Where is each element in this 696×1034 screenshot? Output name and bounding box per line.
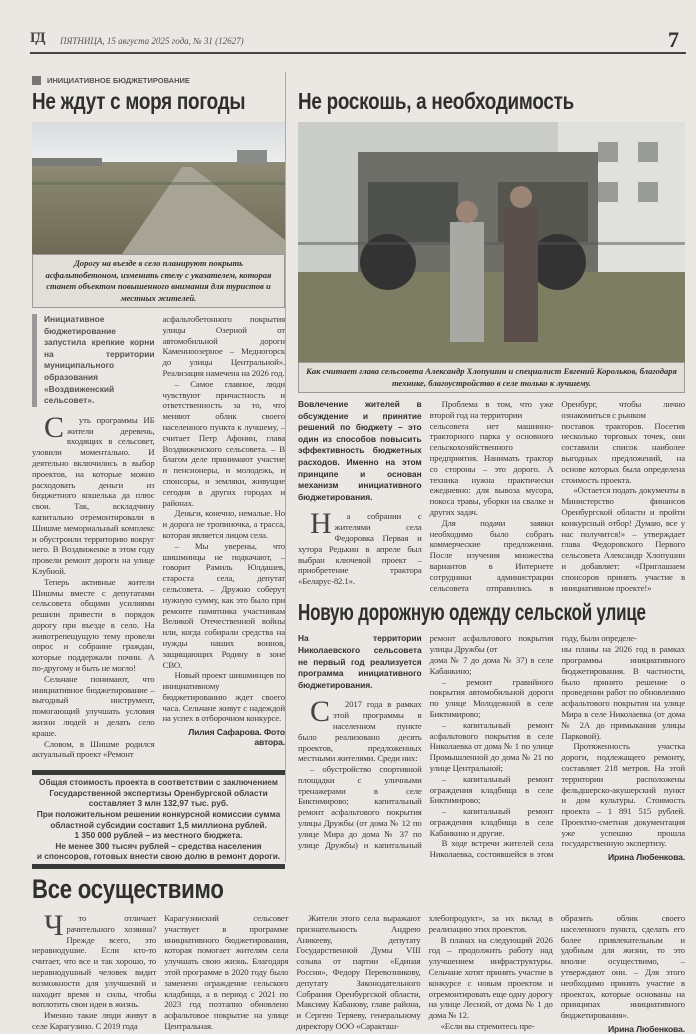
project-cost-infobox — [32, 770, 285, 869]
paragraph: – обустройство спортивной площадки с уличными тренажерами в селе Биктимирово; капитальный ремонт асфальтового покрытия улицы Дружбы (от дома № 12 по улице Мира до дома № 37 по улице Дружбы) и капитальный ремонт асфальтового покрытия улицы Дружбы (от — [298, 633, 554, 850]
paragraph: сельсовета нет машинно-тракторного парка у основного сельскохозяйственного предприятия. Нанимать трактор со стороны – это дорого. А техника нужна практически ежедневно: для вывоза мусора, покоса травы, уборки на свалке и других задач. — [429, 420, 554, 517]
paragraph: асфальтобетонного покрытия улицы Озерной от автомобильной дороги Каменноозерное – Медногорск до улицы Центральной». Реализация намечена на 2026 год. — [162, 314, 285, 378]
article3-column-3 — [561, 644, 685, 849]
paragraph: Словом, в Шишме родился актуальный проект «Ремонт — [32, 738, 155, 760]
article2-column-3 — [561, 421, 685, 594]
page-number: 7 — [668, 27, 679, 52]
paragraph: Сельчане понимают, что инициативное бюджетирование – выгодный инструмент, помогающий улучшать условия жизни людей и делать село краше. — [32, 673, 155, 738]
infobox-line: Общая стоимость проекта в соответствии с заключением — [39, 777, 278, 788]
article4-title: Все осуществимо — [32, 874, 224, 904]
infobox-line: и спонсоров, готовых внести свою долю в ремонт дороги. — [36, 851, 281, 862]
article4-body — [32, 909, 685, 1034]
top-region — [32, 72, 685, 909]
paragraph: Деньги, конечно, немалые. Но и дорога не тропиночка, а трасса, которая является лицом села. — [162, 508, 285, 540]
section-rubric — [32, 72, 285, 88]
paragraph: «Остается подать документы в Министерство финансов Оренбургской области и пройти конкурсный отбор! Думаю, все у нас получится!» – утверждает глава Федоровского Первого сельсовета Александр Хлопушин и добавляет: «Приглашаем спонсоров принять участие в инициативном проекте!» — [561, 485, 685, 593]
article2-photo-caption: Как считает глава сельсовета Александр Хлопушин и специалист Евгений Корольков, благодаря технике, благоустройство в селе только к лучшему. — [298, 362, 685, 393]
paragraph: Теперь активные жители Шишмы вместе с депутатами сельсовета общими усилиями решили привести в порядок дорогу при въезде в село. На животрепещущую тему провели опрос и собрание граждан, которые поддержали почин. А по-другому и быть не могло! — [32, 576, 155, 674]
paragraph: В планах на следующий 2026 год – продолжить работу над улучшением инфраструктуры. Сельчане хотят принять участие в конкурсе с новым проектом и отремонтировать еще одну дорогу на улице Лесной, от дома № 1 до дома № 12. — [428, 934, 553, 1021]
paragraph: «Если вы стремитесь пре- — [440, 1020, 535, 1031]
paragraph: В ходе встречи жителей села Николаевка, состоявшейся в этом году, были определе- — [429, 633, 637, 860]
paragraph: – Самое главное, люди чувствуют причастность и ответственность за то, что меняют облик своего населенного пункта к лучшему, – считает Петр Афонин, глава Воздвиженского сельсовета. – В благом деле принимают участие и пенсионеры, и молодежь, и спонсоры, и земляки, живущие сегодня в других городах и районах. — [162, 378, 285, 508]
infobox-line: Не менее 300 тысяч рублей – средства населения — [55, 840, 262, 851]
infobox-line: областной субсидии составит 1,5 миллиона рублей. — [50, 819, 267, 830]
infobox-line: составляет 3 млн 132,97 тыс. руб. — [88, 798, 229, 809]
article1-title: Не ждут с моря погоды — [32, 88, 246, 114]
article1-column-2 — [163, 314, 286, 724]
header-rule — [30, 52, 686, 54]
paragraph: Жители этого села выражают признательность Андрею Аникееву, депутату Государственной Думы VIII созыва от партии «Единая Россия», Федору Перевозникову, депутату Законодательного Собрания Оренбургской области, Максиму Кабанову, главе района, и Сергею Теряеву, генеральному директору ООО «Саракташ- — [296, 913, 421, 1031]
newspaper-logo: ГД — [30, 30, 43, 46]
article1-photo — [32, 122, 285, 254]
article4-column-1 — [32, 909, 157, 1032]
paragraph: – капитальный ремонт ограждения кладбища в селе Биктимирово; — [429, 773, 554, 806]
paragraph: поставок тракторов. Посетив несколько торговых точек, они составили список наиболее выгодных предложений, на основе которых была определена стоимость проекта. — [561, 420, 685, 485]
right-column-region — [285, 72, 685, 862]
paragraph: – капитальный ремонт ограждения кладбища в селе Кабанкино и другие. — [429, 806, 554, 838]
article1-lead: Инициативное бюджетирование запустила крепкие корни на территории муниципального образования «Воздвиженский сельсовет». — [32, 314, 155, 407]
infobox-line: Государственной экспертизы Оренбургской области — [49, 787, 268, 798]
rubric-square-icon — [32, 76, 41, 85]
article3-body — [298, 633, 685, 862]
article3-title: Новую дорожную одежду сельской улице — [298, 599, 646, 626]
article1-column-1 — [32, 410, 155, 761]
paragraph: ны планы на 2026 год в рамках программы инициативного бюджетирования. В частности, было принято решение о проведении работ по обновлению асфальтового покрытия на улице Мира в селе Николаевка (от дома № 2А до примыкания улицы Парковой). — [561, 644, 685, 741]
paragraph: образить облик своего населенного пункта, сделать его более привлекательным и удобным для жизни, то это вполне осуществимо, – утверждают они. – Для этого необходимо принять участие в проектах, которые основаны на принципах инициативного бюджетирования». — [560, 913, 685, 1021]
paragraph: дома № 7 до дома № 37) в селе Кабанкино; — [429, 654, 554, 676]
article1-photo-caption: Дорогу на въезде в село планируют покрыть асфальтобетоном, изменить стелу с указателем, которая станет объектом повышенного внимания для туристов и местных жителей. — [32, 254, 285, 308]
paragraph: – ремонт гравийного покрытия автомобильной дороги по улице Молодежной в селе Биктимирово; — [429, 676, 554, 719]
rubric-label: ИНИЦИАТИВНОЕ БЮДЖЕТИРОВАНИЕ — [47, 75, 190, 85]
article4-column-2 — [164, 913, 288, 1032]
paragraph: Для подачи заявки необходимо было собрать коммерческие предложения. После изучения множества вариантов в Интернете сотрудники администрации сельсовета отправились в Оренбург, чтобы лично ознакомиться с рынком — [429, 399, 685, 593]
article2-title: Не роскошь, а необходимость — [298, 88, 574, 114]
article4-column-3 — [296, 913, 420, 1032]
infobox-line: 1 350 000 рублей – из местного бюджета. — [74, 830, 243, 841]
article1-body — [32, 314, 285, 760]
paragraph: хлебопродукт», за их вклад в реализацию этих проектов. — [428, 913, 553, 934]
article3-lead: На территории Николаевского сельсовета не первый год реализуется программа инициативного бюджетирования. — [298, 633, 422, 690]
left-column-region — [32, 72, 285, 909]
rubric-spacer — [298, 72, 685, 88]
article4-signature: Ирина Любенкова. — [607, 1023, 685, 1034]
paragraph: Протяженность участка дороги, подлежащего ремонту, составляет 218 метров. На этой территории расположены фельдшерско-акушерский пункт и дом культуры. Стоимость проекта – 1 891 515 рублей. Проектно-сметная документация уже успешно прошла государственную экспертизу. — [561, 741, 685, 849]
paragraph: На собрании с жителями села Федоровка Первая и хутора Редькин в апреле был выбран ключевой проект – приобретение трактора «Беларус-82.1». — [298, 507, 422, 587]
paragraph: Что отличает рачительного хозяина? Прежде всего, это неравнодушие. Если кто-то считает, что все и так хорошо, то неравнодушный человек видит возможности для улучшений и находит время и силы, чтобы воплотить свои идеи в жизнь. — [32, 909, 157, 1010]
issue-date: ПЯТНИЦА, 15 августа 2025 года, № 31 (12627) — [60, 36, 244, 46]
paragraph: Именно такие люди живут в селе Карагузино. С 2019 года — [32, 1010, 157, 1031]
infobox-line: При положительном решении конкурсной комиссии сумма — [36, 809, 281, 820]
paragraph: Карагузинский сельсовет участвует в программе инициативного бюджетирования, которая помогает жителям села улучшать свою жизнь. Благодаря этой программе в 2020 году было заменено ограждение сельского кладбища, а в период с 2021 по 2023 год поэтапно обновлено асфальтовое покрытие на улице Центральная. — [164, 913, 289, 1031]
paragraph: – Мы уверены, что шишминцы не подкачают, – говорит Рамиль Юлдашев, староста села, депутат сельсовета. – Дружно соберут нужную сумму, как это было при ремонте памятника участникам Великой Отечественной войны или, когда собирали средства на нужды наших воинов, защищающих Родину в зоне СВО. — [162, 540, 285, 670]
article1-signature: Лилия Сафарова. Фото автора. — [188, 727, 285, 748]
article4-column-5 — [561, 913, 685, 1021]
paragraph: Суть программы ИБ жители деревень, входящих в сельсовет, уловили моментально. И деятельно включились в выбор проектов, на которые можно расходовать деньги из бюджетного кошелька да плюс свои. Так, вскладчину капитально отремонтировали в Шишме мемориальный комплекс и обустроили территорию вокруг него. В Воздвиженке в этом году провели ремонт дороги на улице Клубной. — [32, 410, 155, 576]
paragraph: Проблема в том, что уже второй год на территории — [429, 399, 554, 420]
article2-photo — [298, 122, 685, 362]
page-content — [32, 72, 685, 1034]
article2-lead: Вовлечение жителей в обсуждение и принятие решений по бюджету – это один из способов повысить эффективность бюджетных расходов. Именно на этом принципе и основан механизм инициативного бюджетирования. — [298, 399, 422, 502]
paragraph: С2017 года в рамках этой программы в населенном пункте было реализовано десять проектов, предложенных местными жителями. Среди них: — [298, 695, 422, 764]
paragraph: Новый проект шишминцев по инициативному бюджетированию ждет своего часа. Сельчане живут с надеждой на успех в отборочном конкурсе. — [162, 670, 285, 724]
article3-signature: Ирина Любенкова. — [607, 852, 685, 863]
article2-body — [298, 399, 685, 593]
article4-column-4 — [429, 913, 553, 1032]
paragraph: – капитальный ремонт асфальтового покрытия в селе Николаевка от дома № 1 по улице Промышленной до дома № 21 по улице Центральной; — [429, 719, 554, 773]
